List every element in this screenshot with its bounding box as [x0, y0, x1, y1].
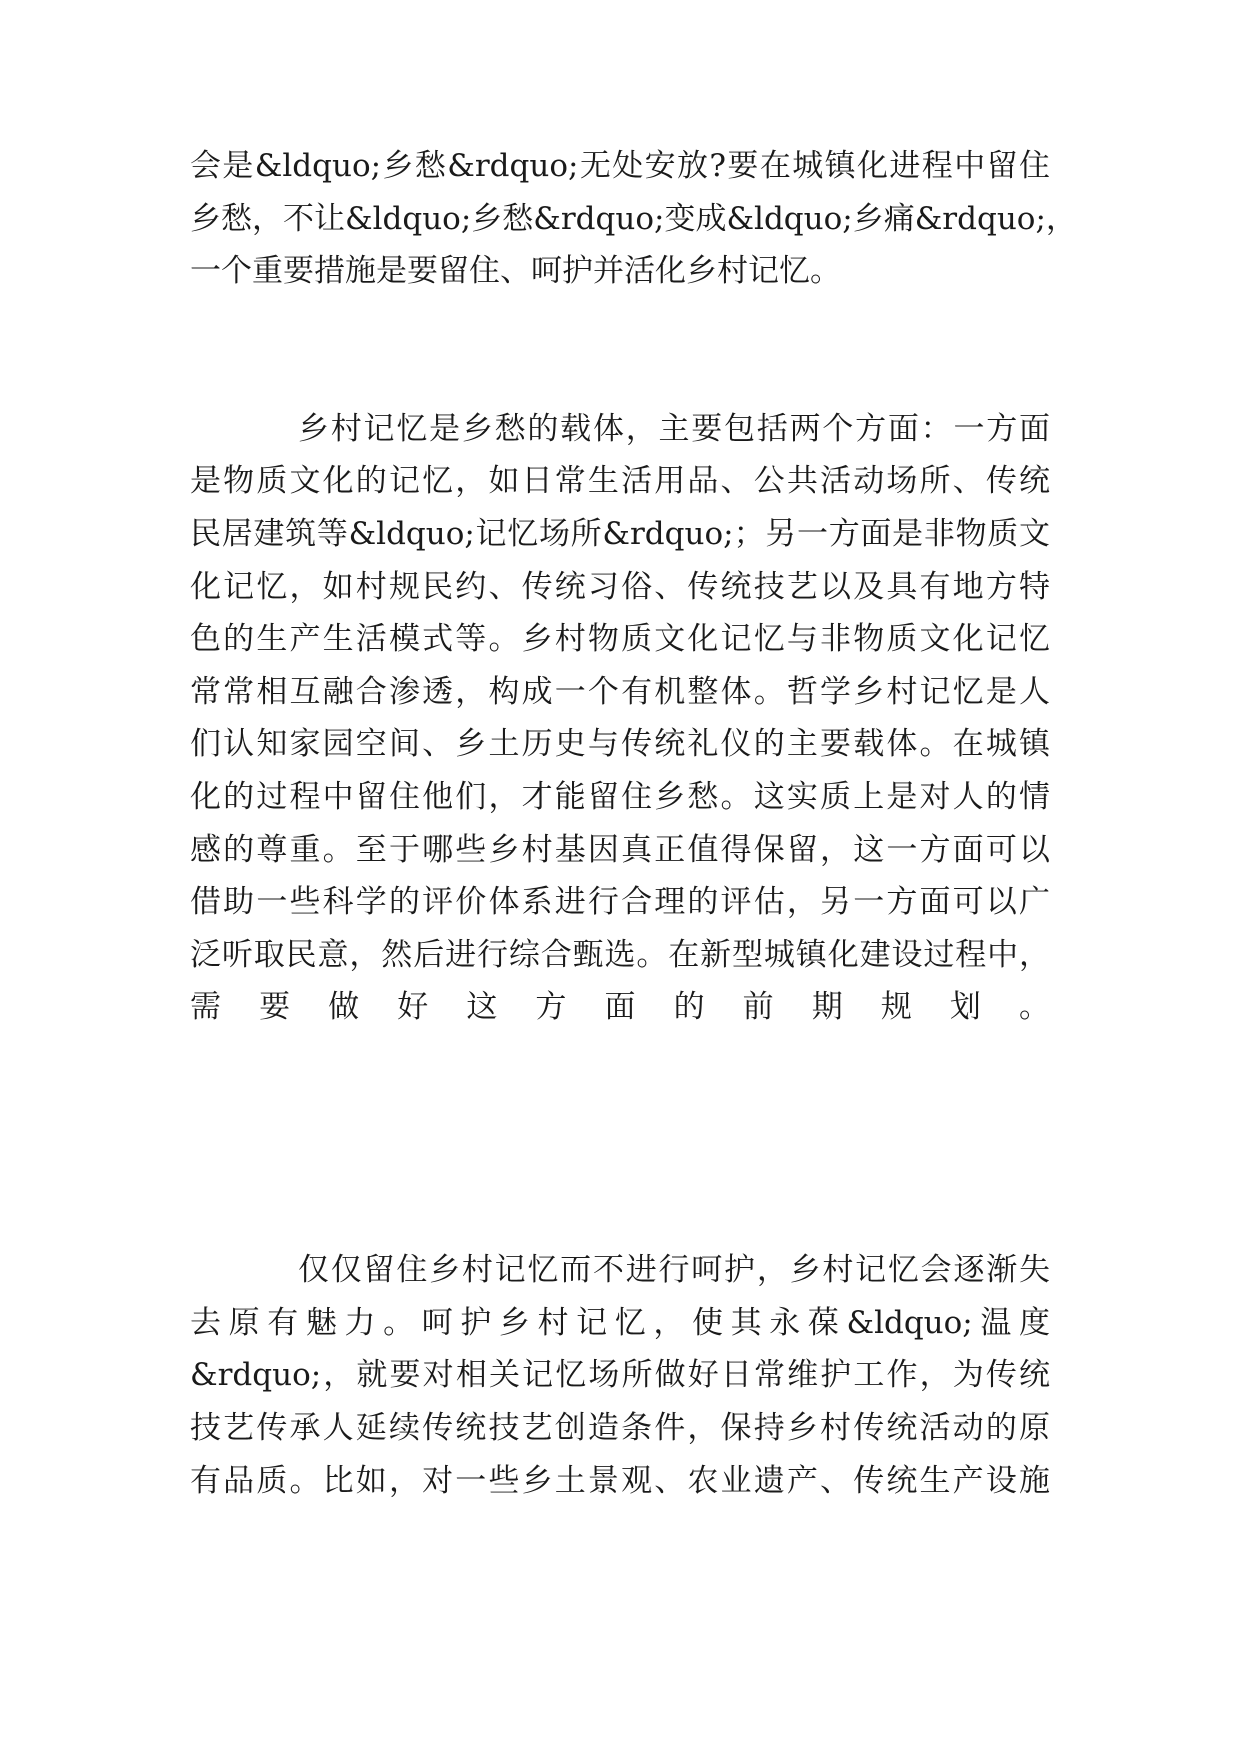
text-line: 们认知家园空间、乡土历史与传统礼仪的主要载体。在城镇 — [190, 726, 1050, 762]
text-line: 会是&ldquo;乡愁&rdquo;无处安放?要在城镇化进程中留住 — [190, 148, 1050, 184]
text-line: 民居建筑等&ldquo;记忆场所&rdquo;；另一方面是非物质文 — [190, 516, 1050, 552]
text-line: 化的过程中留住他们，才能留住乡愁。这实质上是对人的情 — [190, 779, 1050, 815]
text-line: 一个重要措施是要留住、呵护并活化乡村记忆。 — [190, 253, 841, 289]
text-line: 去原有魅力。呵护乡村记忆，使其永葆&ldquo;温度 — [190, 1305, 1050, 1341]
text-line: 有品质。比如，对一些乡土景观、农业遗产、传统生产设施 — [190, 1463, 1050, 1499]
text-line: 乡愁，不让&ldquo;乡愁&rdquo;变成&ldquo;乡痛&rdquo;， — [190, 201, 1077, 237]
text-line: 色的生产生活模式等。乡村物质文化记忆与非物质文化记忆 — [190, 621, 1050, 657]
text-line: &rdquo;，就要对相关记忆场所做好日常维护工作，为传统 — [190, 1357, 1050, 1393]
text-line: 仅仅留住乡村记忆而不进行呵护，乡村记忆会逐渐失 — [298, 1252, 1050, 1288]
text-line: 化记忆，如村规民约、传统习俗、传统技艺以及具有地方特 — [190, 569, 1050, 605]
text-line: 借助一些科学的评价体系进行合理的评估，另一方面可以广 — [190, 884, 1050, 920]
text-line: 常常相互融合渗透，构成一个有机整体。哲学乡村记忆是人 — [190, 674, 1050, 710]
text-line: 需要做好这方面的前期规划。 — [190, 989, 1050, 1025]
text-line: 乡村记忆是乡愁的载体，主要包括两个方面：一方面 — [298, 411, 1050, 447]
text-line: 感的尊重。至于哪些乡村基因真正值得保留，这一方面可以 — [190, 832, 1050, 868]
text-line: 是物质文化的记忆，如日常生活用品、公共活动场所、传统 — [190, 463, 1050, 499]
text-line: 泛听取民意，然后进行综合甄选。在新型城镇化建设过程中， — [190, 937, 1050, 973]
text-line: 技艺传承人延续传统技艺创造条件，保持乡村传统活动的原 — [190, 1410, 1050, 1446]
